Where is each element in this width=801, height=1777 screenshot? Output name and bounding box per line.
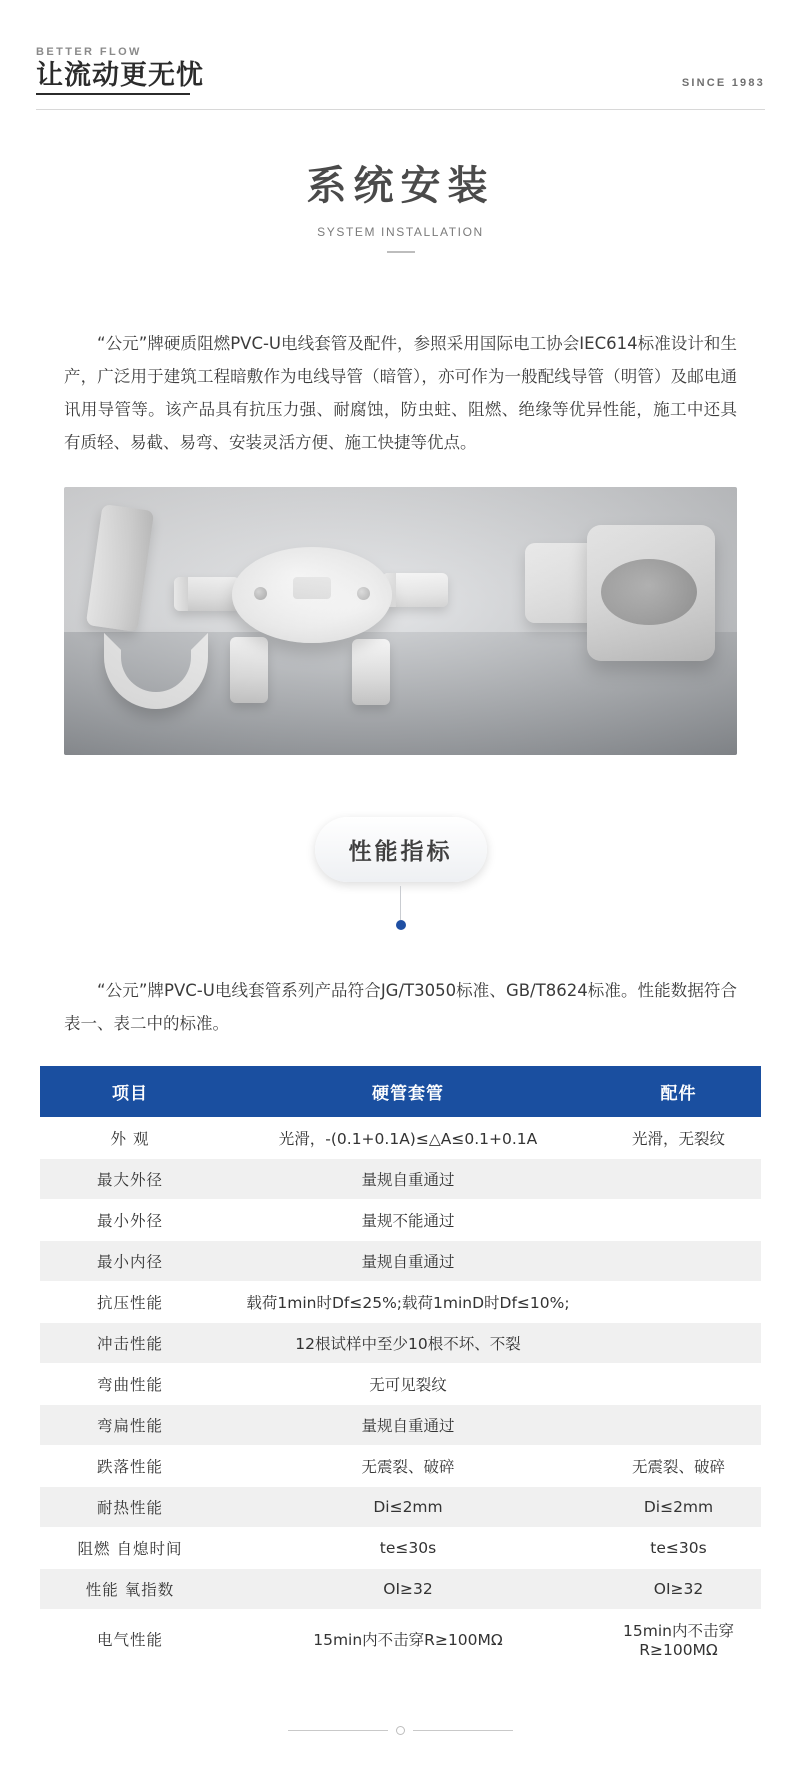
table-row [40,1610,761,1669]
table-row [40,1569,761,1610]
cell-accessory-value [596,1364,761,1405]
cell-item: 性能 氧指数 [40,1569,220,1610]
cell-pipe-value: 载荷1min时Df≤25%;载荷1minD时Df≤10%; [220,1282,596,1323]
standards-paragraph: “公元”牌PVC-U电线套管系列产品符合JG/T3050标准、GB/T8624标准。性能数据符合表一、表二中的标准。 [64,981,737,1034]
cell-item: 抗压性能 [40,1282,220,1323]
cell-accessory-value [596,1282,761,1323]
table-row [40,1159,761,1200]
cell-item: 电气性能 [40,1610,220,1669]
badge-connector-line [400,886,401,920]
brand-tagline-en: BETTER FLOW [36,46,142,58]
table-header-accessory: 配件 [596,1066,761,1118]
cell-item: 外 观 [40,1118,220,1159]
table-head [40,1066,761,1118]
cell-accessory-value [596,1159,761,1200]
table-row [40,1405,761,1446]
brand-underline [36,93,190,95]
table-header-row [40,1066,761,1118]
title-dash [387,251,415,253]
cell-pipe-value: 量规自重通过 [220,1159,596,1200]
cell-accessory-value [596,1323,761,1364]
performance-table-wrap [40,1066,761,1668]
page-title: 系统安装 [306,163,495,210]
cell-accessory-value: 无震裂、破碎 [596,1446,761,1487]
footer-dot-icon [396,1726,405,1735]
table-row [40,1364,761,1405]
table-row [40,1446,761,1487]
cell-item: 弯曲性能 [40,1364,220,1405]
page-title-block [0,154,801,253]
cell-accessory-value [596,1405,761,1446]
cell-pipe-value: te≤30s [220,1528,596,1569]
cell-item: 最大外径 [40,1159,220,1200]
table-header-item: 项目 [40,1066,220,1118]
cell-item: 弯扁性能 [40,1405,220,1446]
footer-line-left [288,1730,388,1731]
footer-line-right [413,1730,513,1731]
cell-item: 最小内径 [40,1241,220,1282]
cell-accessory-value: OI≥32 [596,1569,761,1610]
cell-pipe-value: 光滑，-(0.1+0.1A)≤△A≤0.1+0.1A [220,1118,596,1159]
cell-pipe-value: 无震裂、破碎 [220,1446,596,1487]
cell-pipe-value: 量规自重通过 [220,1241,596,1282]
table-row [40,1241,761,1282]
cell-item: 冲击性能 [40,1323,220,1364]
table-row [40,1200,761,1241]
photo-vignette [64,487,737,755]
cell-item: 跌落性能 [40,1446,220,1487]
brand-logo [36,46,204,95]
cell-pipe-value: 12根试样中至少10根不坏、不裂 [220,1323,596,1364]
cell-accessory-value: Di≤2mm [596,1487,761,1528]
badge-dot [396,920,406,930]
cell-accessory-value: 光滑，无裂纹 [596,1118,761,1159]
since-label: SINCE 1983 [681,77,765,90]
page-subtitle: SYSTEM INSTALLATION [317,225,484,240]
cell-accessory-value: 15min内不击穿R≥100MΩ [596,1610,761,1669]
table-row [40,1323,761,1364]
cell-item: 最小外径 [40,1200,220,1241]
cell-pipe-value: 量规不能通过 [220,1200,596,1241]
table-header-pipe: 硬管套管 [220,1066,596,1118]
cell-pipe-value: 量规自重通过 [220,1405,596,1446]
cell-pipe-value: OI≥32 [220,1569,596,1610]
section-badge-block [0,817,801,930]
table-row [40,1118,761,1159]
cell-accessory-value: te≤30s [596,1528,761,1569]
brand-tagline-cn: 让流动更无忧 [36,60,204,91]
cell-pipe-value: 无可见裂纹 [220,1364,596,1405]
cell-item: 耐热性能 [40,1487,220,1528]
page-header [0,0,801,95]
table-row [40,1487,761,1528]
intro-paragraph: “公元”牌硬质阻燃PVC-U电线套管及配件，参照采用国际电工协会IEC614标准设计和生产，广泛用于建筑工程暗敷作为电线导管（暗管），亦可作为一般配线导管（明管）及邮电通讯用导管等。该产品具有抗压力强、耐腐蚀，防虫蛀、阻燃、绝缘等优异性能，施工中还具有质轻、易截、易弯、安装灵活方便、施工快捷等优点。 [64,334,737,453]
cell-accessory-value [596,1241,761,1282]
section-badge: 性能指标 [315,817,487,882]
table-body [40,1118,761,1669]
performance-table [40,1066,761,1668]
product-photo [64,487,737,755]
cell-accessory-value [596,1200,761,1241]
table-row [40,1282,761,1323]
cell-pipe-value: Di≤2mm [220,1487,596,1528]
footer-ornament [0,1726,801,1769]
table-row [40,1528,761,1569]
cell-pipe-value: 15min内不击穿R≥100MΩ [220,1610,596,1669]
header-divider [36,109,765,110]
cell-item: 阻燃 自熄时间 [40,1528,220,1569]
